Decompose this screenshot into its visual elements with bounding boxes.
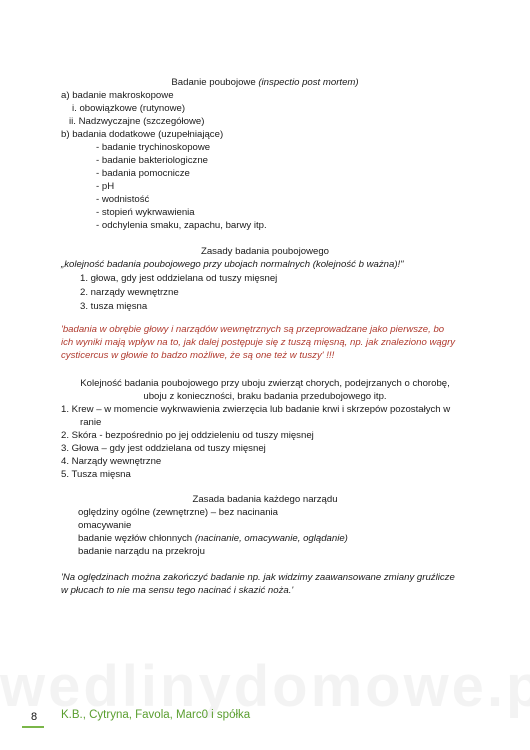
rules-quote: „kolejność badania poubojowego przy ubojach normalnych (kolejność b ważna)!" bbox=[61, 259, 404, 270]
footer-authors: K.B., Cytryna, Favola, Marc0 i spółka bbox=[61, 709, 251, 721]
organ-note-line-1: 'Na oględzinach można zakończyć badanie np. jak widzimy zaawansowane zmiany gruźlicze bbox=[61, 572, 455, 583]
section-title-sick-animals-2: uboju z konieczności, braku badania przedubojowego itp. bbox=[143, 391, 387, 402]
organ-note-line-2: w płucach to nie ma sensu tego nacinać i skazić noża.' bbox=[61, 585, 294, 596]
sick-item-4: 4. Narządy wewnętrzne bbox=[61, 456, 162, 467]
page-number: 8 bbox=[30, 711, 38, 723]
list-item-b-3: - badania pomocnicze bbox=[96, 168, 190, 179]
list-item-a-i: i. obowiązkowe (rutynowe) bbox=[72, 103, 186, 114]
section-title-sick-animals-1: Kolejność badania poubojowego przy uboju zwierząt chorych, podejrzanych o chorobę, bbox=[80, 378, 450, 389]
sick-item-1-cont: ranie bbox=[80, 417, 102, 428]
list-item-a: a) badanie makroskopowe bbox=[61, 90, 174, 101]
list-item-b-6: - stopień wykrwawienia bbox=[96, 207, 195, 218]
list-item-b-2: - badanie bakteriologiczne bbox=[96, 155, 209, 166]
list-item-b-4: - pH bbox=[96, 181, 115, 192]
rules-note-line-3: cysticercus w głowie to badzo możliwe, że są one też w tuszy' !!! bbox=[61, 350, 335, 361]
organ-line-2: omacywanie bbox=[78, 520, 132, 531]
sick-item-3: 3. Głowa – gdy jest oddzielana od tuszy mięsnej bbox=[61, 443, 266, 454]
list-item-b-1: - badanie trychinoskopowe bbox=[96, 142, 211, 153]
rules-item-2: 2. narządy wewnętrzne bbox=[80, 287, 179, 298]
list-item-a-ii: ii. Nadzwyczajne (szczegółowe) bbox=[69, 116, 205, 127]
section-title-rules: Zasady badania poubojowego bbox=[200, 246, 330, 257]
section-title-organ: Zasada badania każdego narządu bbox=[192, 494, 338, 505]
sick-item-2: 2. Skóra - bezpośrednio po jej oddzieleniu od tuszy mięsnej bbox=[61, 430, 314, 441]
organ-line-4: badanie narządu na przekroju bbox=[78, 546, 205, 557]
title-italic-text: (inspectio post mortem) bbox=[258, 77, 359, 88]
organ-line-3 bbox=[78, 533, 348, 545]
rules-item-1: 1. głowa, gdy jest oddzielana od tuszy mięsnej bbox=[80, 273, 278, 284]
sick-item-5: 5. Tusza mięsna bbox=[61, 469, 131, 480]
rules-note-line-2: ich wyniki mają wpływ na to, jak dalej postępuje się z tuszą mięsną, np. jak znaleziono wągry bbox=[61, 337, 456, 348]
list-item-b: b) badania dodatkowe (uzupełniające) bbox=[61, 129, 224, 140]
page-number-underline bbox=[22, 726, 44, 728]
list-item-b-5: - wodnistość bbox=[96, 194, 150, 205]
section-title-post-mortem bbox=[0, 77, 530, 89]
title-text: Badanie poubojowe bbox=[171, 77, 259, 88]
organ-line-1: oględziny ogólne (zewnętrzne) – bez nacinania bbox=[78, 507, 278, 518]
rules-item-3: 3. tusza mięsna bbox=[80, 301, 148, 312]
sick-item-1: 1. Krew – w momencie wykrwawienia zwierzęcia lub badanie krwi i skrzepów pozostałych w bbox=[61, 404, 451, 415]
organ-line-3-italic: (nacinanie, omacywanie, oglądanie) bbox=[194, 533, 348, 544]
organ-line-3-text: badanie węzłów chłonnych bbox=[78, 533, 195, 544]
list-item-b-7: - odchylenia smaku, zapachu, barwy itp. bbox=[96, 220, 267, 231]
rules-note-line-1: 'badania w obrębie głowy i narządów wewnętrznych są przeprowadzane jako pierwsze, bo bbox=[61, 324, 445, 335]
